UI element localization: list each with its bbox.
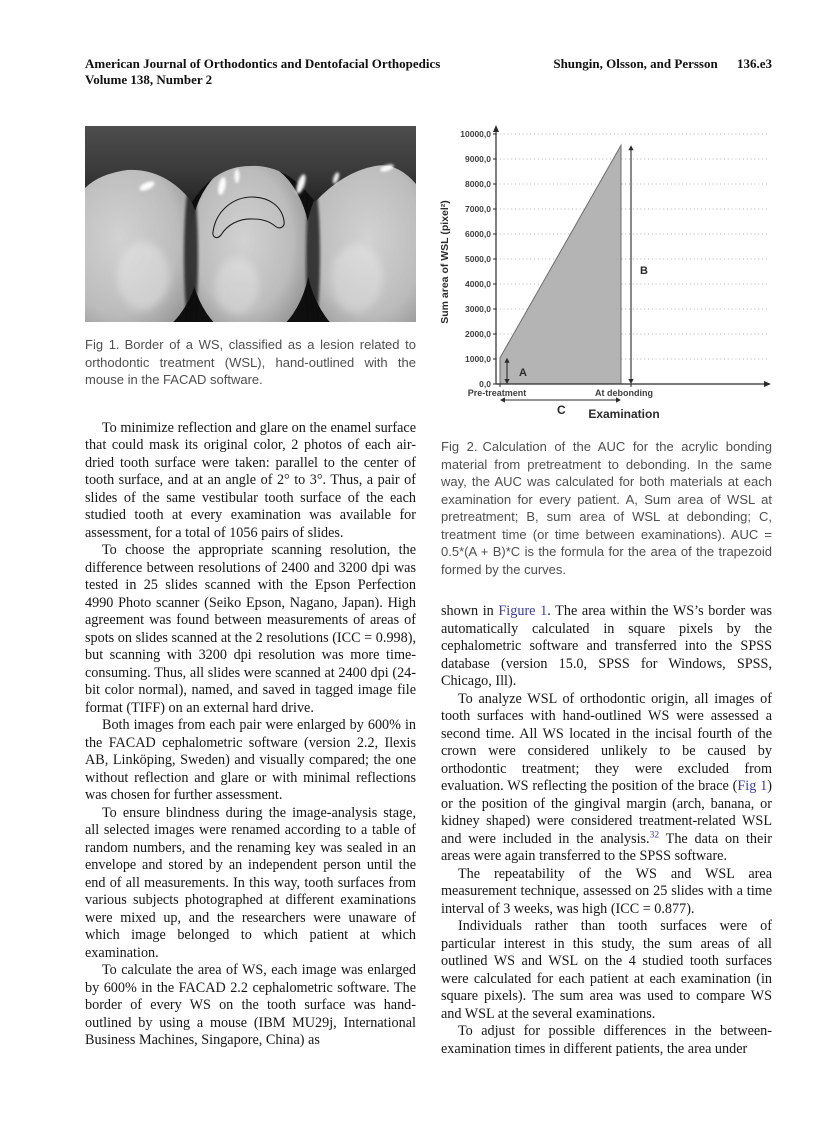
paragraph: shown in Figure 1. The area within the WS’s border was automatically calculated in square pixels by the cephalometric software and transferred into the SPSS database (version 15.0, SPSS for Windows, SPSS, Chicago, Ill). (441, 603, 773, 689)
svg-text:1000,0: 1000,0 (465, 354, 491, 364)
paragraph: To adjust for possible differences in the between-examination times in different patients, the area under (441, 1023, 772, 1057)
svg-text:5000,0: 5000,0 (465, 254, 491, 264)
figure-1 (85, 126, 416, 389)
svg-text:8000,0: 8000,0 (465, 179, 491, 189)
figure-reference-link[interactable]: Fig 1 (737, 778, 768, 794)
fig2-caption (441, 438, 772, 578)
right-column-body (441, 603, 772, 1058)
figure-reference-link[interactable]: Figure 1 (498, 603, 548, 619)
journal-title: American Journal of Orthodontics and Dentofacial Orthopedics (85, 56, 441, 71)
svg-text:Pre-treatment: Pre-treatment (467, 388, 527, 398)
paragraph: To calculate the area of WS, each image was enlarged by 600% in the FACAD 2.2 cephalometric software. The border of every WS on the tooth surface was hand-outlined by using a mouse (IBM MU29j, International Business Machines, Singapore, China) as (85, 962, 416, 1048)
paragraph: Individuals rather than tooth surfaces were of particular interest in this study, the sum areas of all outlined WS and WSL on the 4 studied tooth surfaces were calculated for each patient at each examination (in square pixels). The sum area was used to compare WS and WSL at the several examinations. (441, 918, 772, 1022)
fig1-caption-text: Border of a WS, classified as a lesion related to orthodontic treatment (WSL), hand-outlined with the mouse in the FACAD software. (85, 337, 417, 387)
right-column (441, 122, 772, 1058)
journal-volume: Volume 138, Number 2 (85, 72, 213, 87)
fig1-caption (85, 336, 416, 389)
journal-info (85, 56, 440, 88)
fig1-photo (85, 126, 416, 322)
tooth-sheen (331, 244, 383, 312)
figure-2 (441, 122, 772, 578)
auc-chart (437, 122, 773, 434)
svg-text:Sum area of WSL (pixel²): Sum area of WSL (pixel²) (439, 200, 451, 324)
left-column-body (85, 420, 416, 1050)
paragraph: To choose the appropriate scanning resolution, the difference between resolutions of 2400 and 3200 dpi was tested in 25 slides scanned with the Epson Perfection 4990 Photo scanner (Seiko Epson, Nagano, Japan). High agreement was found between measurements of areas of spots on slides scanned at the 2 resolutions (ICC = 0.998), but scanning with 3200 dpi resolution was more time-consuming. Thus, all slides were scanned at 2400 dpi (24-bit color normal), named, and saved in tagged image file format (TIFF) on an external hard drive. (85, 542, 416, 716)
authors: Shungin, Olsson, and Persson (553, 56, 718, 71)
svg-text:4000,0: 4000,0 (465, 279, 491, 289)
page-header (85, 56, 772, 88)
page-number: 136.e3 (736, 56, 772, 71)
paragraph: The repeatability of the WS and WSL area measurement technique, assessed on 25 slides with a time interval of 3 weeks, was high (ICC = 0.877). (441, 865, 772, 917)
svg-text:B: B (640, 265, 648, 277)
fig2-caption-text: Calculation of the AUC for the acrylic bonding material from pretreatment to debonding. In the same way, the AUC was calculated for both materials at each examination for every patient. A, Sum area of WSL at pretreatment; B, sum area of WSL at debonding; C, treatment time (or time between examinations). AUC = 0.5*(A + B)*C is the formula for the area of the trapezoid formed by the curves. (441, 439, 772, 577)
svg-text:10000,0: 10000,0 (460, 129, 491, 139)
svg-text:Examination: Examination (588, 407, 660, 421)
paragraph: Both images from each pair were enlarged by 600% in the FACAD cephalometric software (version 2.2, Ilexis AB, Linköping, Sweden) and visually compared; the one without reflection and glare or with minimal reflections was chosen for further assessment. (85, 717, 416, 803)
paragraph: To minimize reflection and glare on the enamel surface that could mask its original color, 2 photos of each air-dried tooth surface were taken: parallel to the center of tooth surface, and at an angle of 2° to 3°. Thus, a pair of slides of the same vestibular tooth surface of the each studied tooth at every examination was available for assessment, for a total of 1056 pairs of slides. (85, 419, 416, 541)
fig1-caption-label: Fig 1. (85, 337, 120, 352)
specular-highlight (235, 169, 240, 183)
svg-text:3000,0: 3000,0 (465, 304, 491, 314)
svg-text:6000,0: 6000,0 (465, 229, 491, 239)
paragraph: To ensure blindness during the image-analysis stage, all selected images were renamed according to a table of random numbers, and the renaming key was sealed in an envelope and stored by an independent person until the end of all measurements. In this way, tooth surfaces from various subjects photographed at different examinations were mixed up, and the researchers were unaware of which image belonged to which patient at which examination. (85, 804, 416, 961)
svg-text:C: C (557, 403, 566, 417)
tooth-sheen (117, 242, 169, 310)
paragraph: To analyze WSL of orthodontic origin, all images of tooth surfaces with hand-outlined WS were assessed a second time. All WS located in the incisal fourth of the crown were considered unlikely to be caused by orthodontic treatment; they were excluded from evaluation. WS reflecting the position of the brace (Fig 1) or the position of the gingival margin (arch, banana, or kidney shaped) were considered treatment-related WSL and were included in the analysis.$^{32}$ The data on their areas were again transferred to the SPSS software. (441, 690, 773, 864)
svg-text:At debonding: At debonding (595, 388, 653, 398)
citation-reference-link[interactable]: 32 (649, 829, 660, 840)
svg-text:7000,0: 7000,0 (465, 204, 491, 214)
svg-text:2000,0: 2000,0 (465, 329, 491, 339)
svg-text:9000,0: 9000,0 (465, 154, 491, 164)
svg-text:0,0: 0,0 (479, 379, 491, 389)
svg-text:A: A (519, 367, 527, 379)
two-column-layout (85, 122, 772, 1058)
running-head (553, 56, 772, 88)
tooth-sheen (215, 258, 259, 314)
left-column (85, 122, 416, 1058)
fig2-caption-label: Fig 2. (441, 439, 478, 454)
